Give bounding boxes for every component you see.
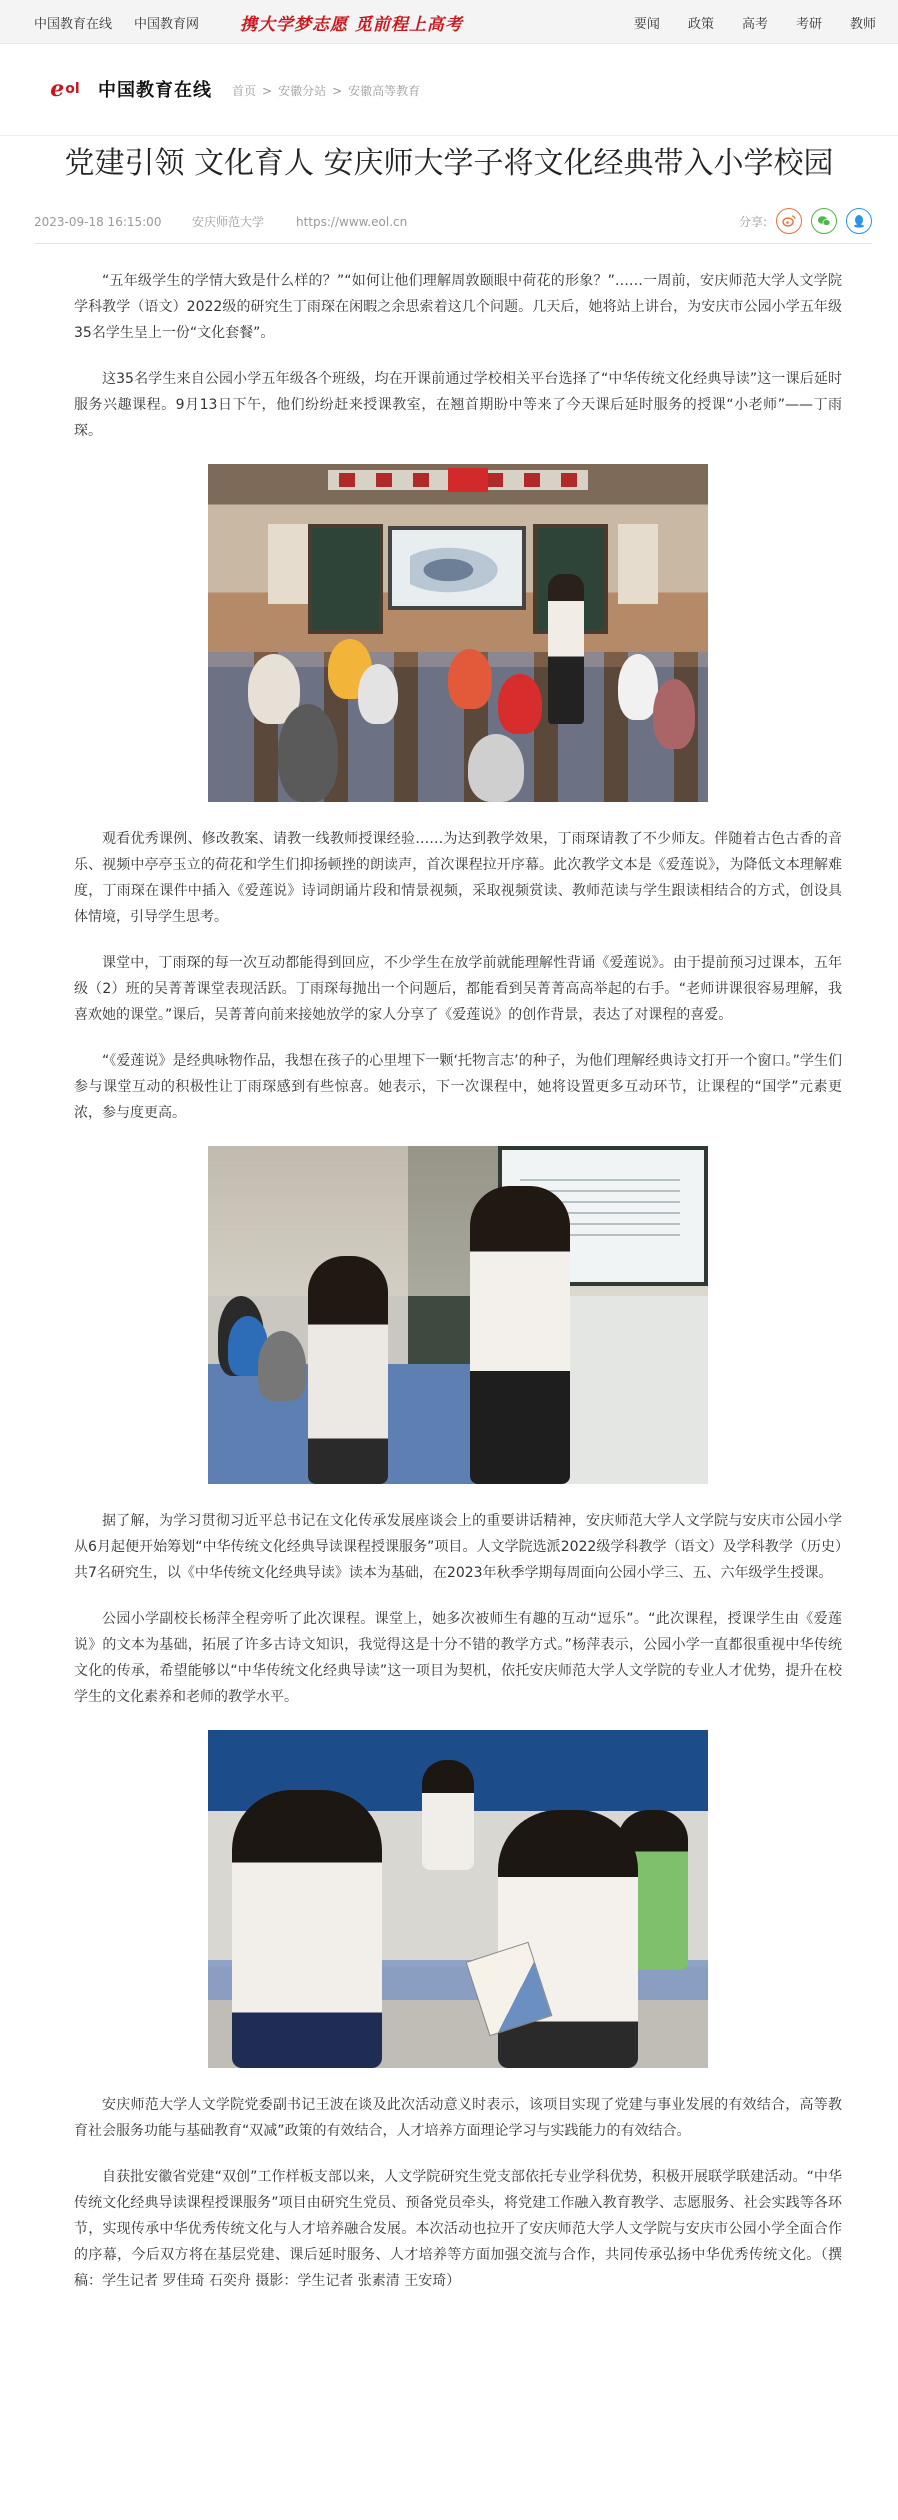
article-paragraph: 自获批安徽省党建“双创”工作样板支部以来，人文学院研究生党支部依托专业学科优势，积极开展联学联建活动。“中华传统文化经典导读课程授课服务”项目由研究生党员、预备党员牵头，将党建工作融入教育教学、志愿服务、社会实践等各环节，实现传承中华优秀传统文化与人才培养融合发展。本次活动也拉开了安庆师范大学人文学院与安庆市公园小学全面合作的序幕，今后双方将在基层党建、课后延时服务、人才培养等方面加强交流与合作，共同传承弘扬中华优秀传统文化。（撰稿：学生记者 罗佳琦 石奕舟 摄影：学生记者 张素清 王安琦） bbox=[74, 2169, 842, 2289]
article-body bbox=[74, 268, 842, 2314]
article-paragraph: “五年级学生的学情大致是什么样的？”“如何让他们理解周敦颐眼中荷花的形象？”……一周前，安庆师范大学人文学院学科教学（语文）2022级的研究生丁雨琛在闲暇之余思索着这几个问题。几天后，她将站上讲台，为安庆市公园小学五年级35名学生呈上一份“文化套餐”。 bbox=[74, 273, 842, 341]
article-paragraph: 观看优秀课例、修改教案、请教一线教师授课经验……为达到教学效果，丁雨琛请教了不少师友。伴随着古色古香的音乐、视频中亭亭玉立的荷花和学生们抑扬顿挫的朗读声，首次课程拉开序幕。此次教学文本是《爱莲说》，为降低文本理解难度，丁雨琛在课件中插入《爱莲说》诗词朗诵片段和情景视频，采取视频赏读、教师范读与学生跟读相结合的方式，创设具体情境，引导学生思考。 bbox=[74, 831, 842, 925]
breadcrumb-anhui[interactable]: 安徽分站 bbox=[278, 84, 327, 98]
article-title: 党建引领 文化育人 安庆师大学子将文化经典带入小学校园 bbox=[64, 146, 834, 181]
logo-mark-e: e bbox=[50, 76, 65, 102]
logo-name: 中国教育在线 bbox=[98, 80, 212, 101]
top-left-links bbox=[34, 0, 199, 44]
nav-teacher[interactable]: 教师 bbox=[849, 16, 876, 32]
weibo-icon[interactable] bbox=[776, 208, 802, 234]
nav-policy[interactable]: 政策 bbox=[687, 16, 714, 32]
article-meta bbox=[34, 200, 872, 244]
breadcrumb-anhui-higher-ed[interactable]: 安徽高等教育 bbox=[348, 84, 421, 98]
top-right-nav bbox=[634, 0, 876, 44]
publish-date: 2023-09-18 16:15:00 bbox=[34, 214, 162, 229]
top-link-eol[interactable]: 中国教育在线 bbox=[34, 16, 113, 32]
breadcrumb bbox=[232, 82, 420, 99]
article-paragraph: 据了解，为学习贯彻习近平总书记在文化传承发展座谈会上的重要讲话精神，安庆师范大学人文学院与安庆市公园小学从6月起便开始筹划“中华传统文化经典导读课程授课服务”项目。人文学院选派2022级学科教学（语文）及学科教学（历史）共7名研究生，以《中华传统文化经典导读》读本为基础，在2023年秋季学期每周面向公园小学三、五、六年级学生授课。 bbox=[74, 1513, 842, 1581]
article-photo-teacher-student bbox=[208, 1146, 708, 1484]
logo-mark-ol: ol bbox=[65, 81, 80, 97]
eol-logo-mark bbox=[38, 76, 92, 102]
top-link-edu-net[interactable]: 中国教育网 bbox=[134, 16, 200, 32]
nav-gaokao[interactable]: 高考 bbox=[741, 16, 768, 32]
source-url: https://www.eol.cn bbox=[296, 214, 408, 229]
share-label: 分享: bbox=[738, 214, 767, 229]
nav-kaoyan[interactable]: 考研 bbox=[795, 16, 822, 32]
article-paragraph: 这35名学生来自公园小学五年级各个班级，均在开课前通过学校相关平台选择了“中华传统文化经典导读”这一课后延时服务兴趣课程。9月13日下午，他们纷纷赶来授课教室，在翘首期盼中等来了今天课后延时服务的授课“小老师”——丁雨琛。 bbox=[74, 371, 842, 439]
article-photo-students-reading bbox=[208, 1730, 708, 2068]
share-bar bbox=[739, 208, 872, 234]
breadcrumb-separator: > bbox=[332, 83, 343, 98]
qq-icon[interactable] bbox=[846, 208, 872, 234]
breadcrumb-separator: > bbox=[262, 83, 273, 98]
nav-news[interactable]: 要闻 bbox=[633, 16, 660, 32]
site-logo[interactable] bbox=[38, 76, 212, 102]
article-paragraph: “《爱莲说》是经典咏物作品，我想在孩子的心里埋下一颗‘托物言志’的种子，为他们理解经典诗文打开一个窗口。”学生们参与课堂互动的积极性让丁雨琛感到有些惊喜。她表示，下一次课程中，她将设置更多互动环节，让课程的“国学”元素更浓，参与度更高。 bbox=[74, 1053, 842, 1121]
article-paragraph: 课堂中，丁雨琛的每一次互动都能得到回应，不少学生在放学前就能理解性背诵《爱莲说》。由于提前预习过课本，五年级（2）班的吴菁菁课堂表现活跃。丁雨琛每抛出一个问题后，都能看到吴菁菁高高举起的右手。“老师讲课很容易理解，我喜欢她的课堂。”课后，吴菁菁向前来接她放学的家人分享了《爱莲说》的创作背景，表达了对课程的喜爱。 bbox=[74, 955, 842, 1023]
top-utility-bar bbox=[0, 0, 898, 44]
article-paragraph: 公园小学副校长杨萍全程旁听了此次课程。课堂上，她多次被师生有趣的互动“逗乐”。“此次课程，授课学生由《爱莲说》的文本为基础，拓展了许多古诗文知识，我觉得这是十分不错的教学方式。”杨萍表示，公园小学一直都很重视中华传统文化的传承，希望能够以“中华传统文化经典导读”这一项目为契机，依托安庆师范大学人文学院的专业人才优势，提升在校学生的文化素养和老师的教学水平。 bbox=[74, 1611, 842, 1705]
article-source: 安庆师范大学 bbox=[192, 215, 265, 229]
article-paragraph: 安庆师范大学人文学院党委副书记王波在谈及此次活动意义时表示，该项目实现了党建与事业发展的有效结合，高等教育社会服务功能与基础教育“双减”政策的有效结合，人才培养方面理论学习与实践能力的有效结合。 bbox=[74, 2097, 842, 2139]
breadcrumb-home[interactable]: 首页 bbox=[232, 84, 257, 98]
wechat-icon[interactable] bbox=[811, 208, 837, 234]
article-photo-classroom bbox=[208, 464, 708, 802]
logo-row bbox=[0, 44, 898, 136]
top-slogan[interactable]: 携大学梦志愿 觅前程上高考 bbox=[240, 14, 463, 35]
